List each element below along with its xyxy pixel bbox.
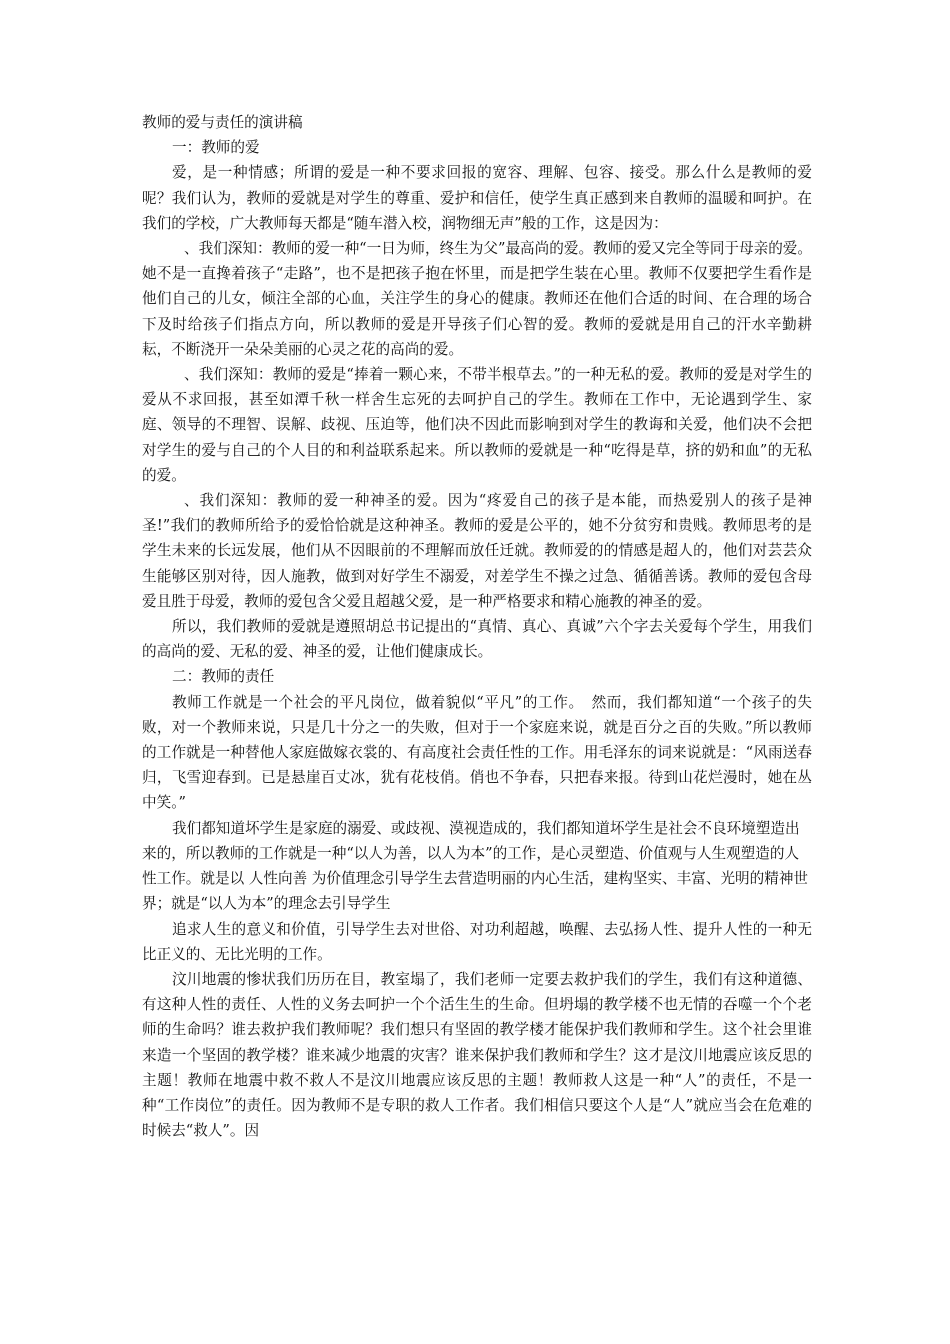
section-heading-love: 一：教师的爱 bbox=[172, 139, 260, 157]
paragraph-point-1: 、我们深知：教师的爱一种“一日为师，终生为父”最高尚的爱。教师的爱又完全等同于母亲的爱。她不是一直搀着孩子“走路”，也不是把孩子抱在怀里，而是把学生装在心里。教师不仅要把学生看作是他们自己的儿女，倾注全部的心血，关注学生的身心的健康。教师还在他们合适的时间、在合理的场合下及时给孩子们指点方向，所以教师的爱是开导孩子们心智的爱。教师的爱就是用自己的汗水辛勤耕耘，不断浇开一朵朵美丽的心灵之花的高尚的爱。 bbox=[142, 240, 812, 358]
paragraph-responsibility-1: 教师工作就是一个社会的平凡岗位，做着貌似“平凡”的工作。 然而，我们都知道“一个孩子的失败，对一个教师来说，只是几十分之一的失败，但对于一个家庭来说，就是百分之百的失败。”所以教师的工作就是一种替他人家庭做嫁衣裳的、有高度社会责任性的工作。用毛泽东的词来说就是：“风雨送春归，飞雪迎春到。已是悬崖百丈冰，犹有花枝俏。俏也不争春，只把春来报。待到山花烂漫时，她在丛中笑。” bbox=[142, 693, 812, 812]
paragraph-summary: 所以，我们教师的爱就是遵照胡总书记提出的“真情、真心、真诚”六个字去关爱每个学生，用我们的高尚的爱、无私的爱、神圣的爱，让他们健康成长。 bbox=[142, 618, 812, 661]
paragraph-point-3: 、我们深知：教师的爱一种神圣的爱。因为“疼爱自己的孩子是本能，而热爱别人的孩子是神圣!”我们的教师所给予的爱恰恰就是这种神圣。教师的爱是公平的，她不分贫穷和贵贱。教师思考的是学生未来的长远发展，他们从不因眼前的不理解而放任迁就。教师爱的的情感是超人的，他们对芸芸众生能够区别对待，因人施教，做到对好学生不溺爱，对差学生不操之过急、循循善诱。教师的爱包含母爱且胜于母爱，教师的爱包含父爱且超越父爱，是一种严格要求和精心施教的神圣的爱。 bbox=[142, 492, 812, 610]
paragraph-point-2: 、我们深知：教师的爱是“捧着一颗心来，不带半根草去。”的一种无私的爱。教师的爱是对学生的爱从不求回报，甚至如潭千秋一样舍生忘死的去呵护自己的学生。教师在工作中，无论遇到学生、家庭、领导的不理智、误解、歧视、压迫等，他们决不因此而影响到对学生的教诲和关爱，他们决不会把对学生的爱与自己的个人目的和利益联系起来。所以教师的爱就是一种“吃得是草，挤的奶和血”的无私的爱。 bbox=[142, 366, 812, 484]
paragraph-intro: 爱，是一种情感；所谓的爱是一种不要求回报的宽容、理解、包容、接受。那么什么是教师的爱呢？我们认为，教师的爱就是对学生的尊重、爱护和信任，使学生真正感到来自教师的温暖和呵护。在我们的学校，广大教师每天都是“随车潜入校，润物细无声”般的工作，这是因为： bbox=[142, 164, 812, 232]
section-heading-responsibility: 二：教师的责任 bbox=[172, 668, 275, 686]
document-title: 教师的爱与责任的演讲稿 bbox=[142, 114, 303, 131]
document-page bbox=[142, 110, 812, 1143]
paragraph-responsibility-3: 追求人生的意义和价值，引导学生去对世俗、对功利超越，唤醒、去弘扬人性、提升人性的一种无比正义的、无比光明的工作。 bbox=[142, 920, 812, 963]
paragraph-responsibility-4: 汶川地震的惨状我们历历在目，教室塌了，我们老师一定要去救护我们的学生，我们有这种道德、有这种人性的责任、人性的义务去呵护一个个活生生的生命。但坍塌的教学楼不也无情的吞噬一个个老师的生命吗？谁去救护我们教师呢？我们想只有坚固的教学楼才能保护我们教师和学生。这个社会里谁来造一个坚固的教学楼？谁来减少地震的灾害？谁来保护我们教师和学生？这才是汶川地震应该反思的主题！教师在地震中救不救人不是汶川地震应该反思的主题！教师救人这是一种“人”的责任，不是一种“工作岗位”的责任。因为教师不是专职的救人工作者。我们相信只要这个人是“人”就应当会在危难的时候去“救人”。因 bbox=[142, 970, 812, 1140]
paragraph-responsibility-2: 我们都知道坏学生是家庭的溺爱、或歧视、漠视造成的，我们都知道坏学生是社会不良环境塑造出来的，所以教师的工作就是一种“以人为善，以人为本”的工作，是心灵塑造、价值观与人生观塑造的人性工作。就是以 人性向善 为价值理念引导学生去营造明丽的内心生活，建构坚实、丰富、光明的精神世界；就是“以人为本”的理念去引导学生 bbox=[142, 819, 809, 913]
